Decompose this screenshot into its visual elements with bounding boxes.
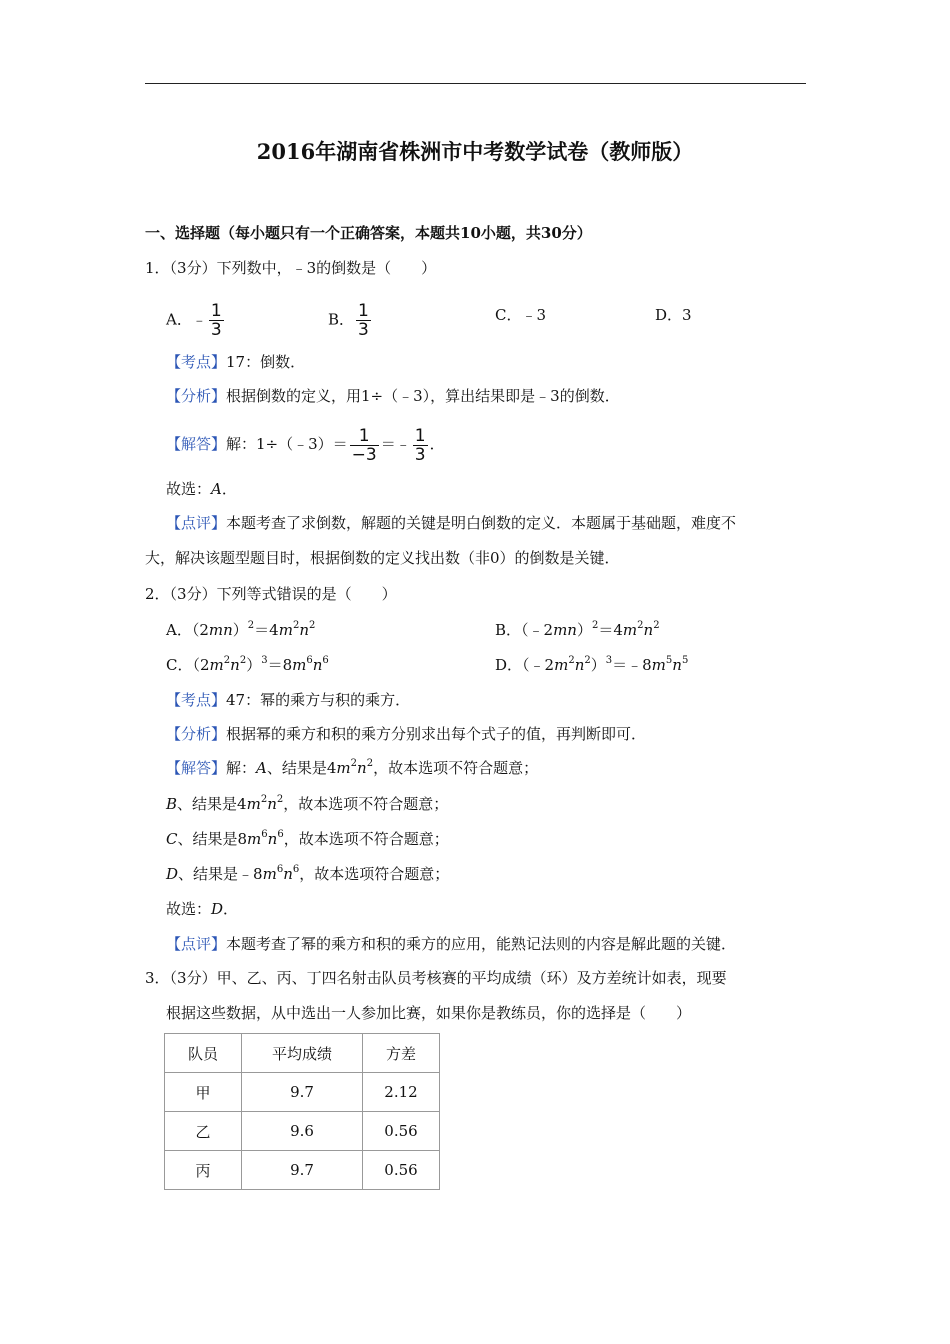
table-header: 方差 — [363, 1034, 440, 1073]
q2-option-c: C．$(2m^2n^2)^3=8m^6n^6$ — [166, 655, 329, 674]
q1-dianping-cont: 大，解决该题型题目时，根据倒数的定义找出数（非0）的倒数是关键． — [145, 549, 620, 567]
table-cell: 0.56 — [363, 1151, 440, 1190]
page-title: 2016年湖南省株洲市中考数学试卷（教师版） — [256, 139, 694, 164]
q1-jieda-fraction-2: $\frac{1}{3}$ — [414, 425, 426, 465]
table-row — [165, 1112, 440, 1151]
table-cell: 甲 — [165, 1073, 242, 1112]
q2-option-a: A．$(2mn)^2=4m^2n^2$ — [166, 620, 316, 639]
q1-option-b: B． $\frac{1}{3}$ — [328, 301, 369, 340]
q1-option-a-fraction: $\frac{1}{3}$ — [210, 301, 222, 340]
table-row — [165, 1151, 440, 1190]
q3-stem-cont: 根据这些数据，从中选出一人参加比赛，如果你是教练员，你的选择是（ ） — [166, 1004, 692, 1022]
q1-jieda: 【解答】解：1÷（﹣3）＝ $\frac{1}{-3}$ ＝﹣ $\frac{1}{3}$ ． — [166, 425, 445, 465]
q2-option-d: D．$(﹣2m^2n^2)^3=﹣8m^5n^5$ — [495, 655, 689, 674]
tag-jieda: 【解答】 — [166, 435, 227, 453]
q2-dianping: 【点评】本题考查了幂的乘方和积的乘方的应用，能熟记法则的内容是解此题的关键． — [166, 935, 737, 953]
tag-fenxi: 【分析】 — [166, 387, 227, 405]
tag-dianping: 【点评】 — [166, 514, 227, 532]
q2-jieda-b: B、结果是$4m^2n^2$，故本选项不符合题意； — [166, 794, 449, 813]
q2-fenxi: 【分析】根据幂的乘方和积的乘方分别求出每个式子的值，再判断即可． — [166, 725, 647, 743]
table-cell: 9.6 — [242, 1112, 363, 1151]
q2-option-b: B．$(﹣2mn)^2=4m^2n^2$ — [495, 620, 660, 639]
score-table — [164, 1033, 440, 1190]
q1-fenxi: 【分析】根据倒数的定义，用1÷（﹣3），算出结果即是﹣3的倒数． — [166, 387, 620, 405]
table-row — [165, 1073, 440, 1112]
q2-jieda-d: D、结果是$﹣8m^6n^6$，故本选项符合题意； — [166, 864, 450, 883]
q1-kaodian: 【考点】17：倒数． — [166, 353, 306, 371]
table-header: 队员 — [165, 1034, 242, 1073]
section-header: 一、选择题（每小题只有一个正确答案，本题共10小题，共30分） — [145, 224, 592, 242]
table-cell: 乙 — [165, 1112, 242, 1151]
table-cell: 9.7 — [242, 1073, 363, 1112]
q2-guxuan: 故选：D． — [166, 900, 239, 918]
table-cell: 丙 — [165, 1151, 242, 1190]
table-header: 平均成绩 — [242, 1034, 363, 1073]
table-cell: 2.12 — [363, 1073, 440, 1112]
q3-stem: 3．（3分）甲、乙、丙、丁四名射击队员考核赛的平均成绩（环）及方差统计如表，现要 — [145, 969, 727, 987]
q1-option-c: C．﹣3 — [495, 306, 547, 324]
table-cell: 0.56 — [363, 1112, 440, 1151]
table-cell: 9.7 — [242, 1151, 363, 1190]
tag-kaodian: 【考点】 — [166, 353, 227, 371]
q1-option-b-fraction: $\frac{1}{3}$ — [358, 301, 369, 340]
q2-jieda-c: C、结果是$8m^6n^6$，故本选项不符合题意； — [166, 829, 449, 848]
q2-jieda: 【解答】解：A、结果是$4m^2n^2$，故本选项不符合题意； — [166, 758, 539, 777]
table-header-row — [165, 1034, 440, 1073]
q1-jieda-fraction-1: $\frac{1}{-3}$ — [351, 425, 377, 465]
q1-dianping: 【点评】本题考查了求倒数，解题的关键是明白倒数的定义．本题属于基础题，难度不 — [166, 514, 737, 532]
q1-option-a: A．﹣ $\frac{1}{3}$ — [166, 301, 222, 340]
q1-option-d: D．3 — [655, 306, 692, 324]
q1-guxuan: 故选：A． — [166, 480, 237, 498]
q1-stem: 1．（3分）下列数中，﹣3的倒数是（ ） — [145, 259, 437, 277]
q2-kaodian: 【考点】47：幂的乘方与积的乘方． — [166, 691, 411, 709]
top-rule — [145, 83, 806, 84]
q2-stem: 2．（3分）下列等式错误的是（ ） — [145, 585, 397, 603]
